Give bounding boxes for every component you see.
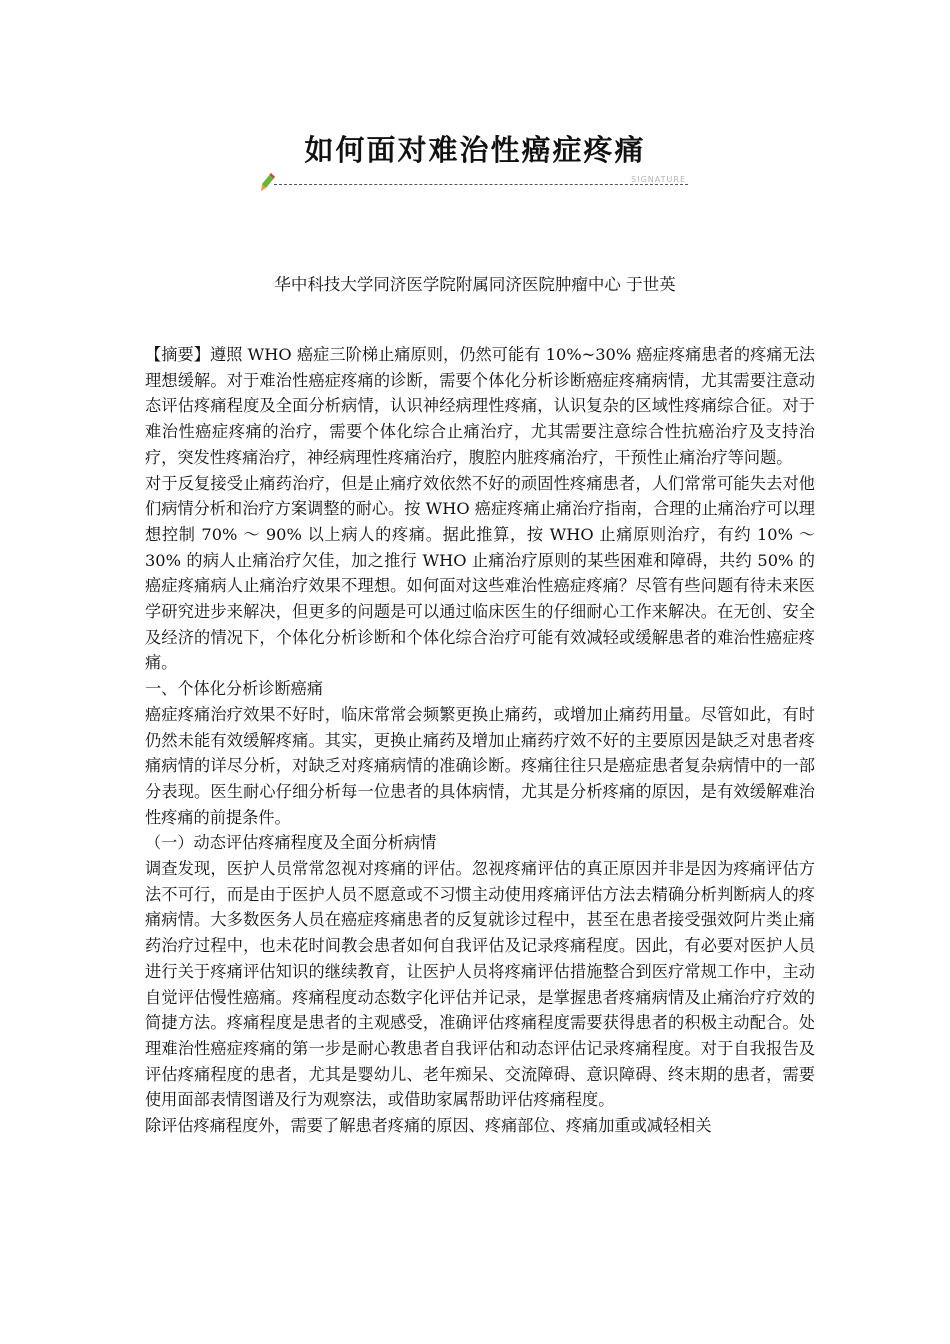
signature-divider: [260, 172, 690, 192]
body-paragraph: 对于反复接受止痛药治疗，但是止痛疗效依然不好的顽固性疼痛患者，人们常常可能失去对他们病情分析和治疗方案调整的耐心。按 WHO 癌症疼痛止痛治疗指南，合理的止痛治疗可以理想控制 70% ～ 90% 以上病人的疼痛。据此推算，按 WHO 止痛原则治疗，有约 10% ～ 30% 的病人止痛治疗欠佳，加之推行 WHO 止痛治疗原则的某些困难和障碍，共约 50% 的癌症疼痛病人止痛治疗效果不理想。如何面对这些难治性癌症疼痛？尽管有些问题有待未来医学研究进步来解决，但更多的问题是可以通过临床医生的仔细耐心工作来解决。在无创、安全及经济的情况下，个体化分析诊断和个体化综合治疗可能有效减轻或缓解患者的难治性癌症疼痛。: [145, 473, 815, 673]
author-affiliation: 华中科技大学同济医学院附属同济医院肿瘤中心 于世英: [274, 275, 676, 294]
abstract-paragraph: 【摘要】遵照 WHO 癌症三阶梯止痛原则，仍然可能有 10%~30% 癌症疼痛患者的疼痛无法理想缓解。对于难治性癌症疼痛的诊断，需要个体化分析诊断癌症疼痛病情，尤其需要注意动态评估疼痛程度及全面分析病情，认识神经病理性疼痛，认识复杂的区域性疼痛综合征。对于难治性癌症疼痛的治疗，需要个体化综合止痛治疗，尤其需要注意综合性抗癌治疗及支持治疗，突发性疼痛治疗，神经病理性疼痛治疗，腹腔内脏疼痛治疗，干预性止痛治疗等问题。: [145, 345, 815, 467]
document-title: 如何面对难治性癌症疼痛: [304, 133, 646, 167]
subsection-heading: （一）动态评估疼痛程度及全面分析病情: [145, 833, 437, 853]
article-body: [145, 342, 815, 1139]
section-heading: 一、个体化分析诊断癌痛: [145, 679, 324, 699]
body-paragraph: 除评估疼痛程度外，需要了解患者疼痛的原因、疼痛部位、疼痛加重或减轻相关: [145, 1116, 712, 1136]
dashed-line: [274, 184, 688, 185]
body-paragraph: 癌症疼痛治疗效果不好时，临床常常会频繁更换止痛药，或增加止痛药用量。尽管如此，有时仍然未能有效缓解疼痛。其实，更换止痛药及增加止痛药疗效不好的主要原因是缺乏对患者疼痛病情的详尽分析，对缺乏对疼痛病情的准确诊断。疼痛往往只是癌症患者复杂病情中的一部分表现。医生耐心仔细分析每一位患者的具体病情，尤其是分析疼痛的原因，是有效缓解难治性疼痛的前提条件。: [145, 704, 815, 827]
signature-label: SIGNATURE: [631, 175, 686, 184]
pencil-icon: [260, 172, 276, 192]
body-paragraph: 调查发现，医护人员常常忽视对疼痛的评估。忽视疼痛评估的真正原因并非是因为疼痛评估方法不可行，而是由于医护人员不愿意或不习惯主动使用疼痛评估方法去精确分析判断病人的疼痛病情。大多数医务人员在癌症疼痛患者的反复就诊过程中，甚至在患者接受强效阿片类止痛药治疗过程中，也未花时间教会患者如何自我评估及记录疼痛程度。因此，有必要对医护人员进行关于疼痛评估知识的继续教育，让医护人员将疼痛评估措施整合到医疗常规工作中，主动自觉评估慢性癌痛。疼痛程度动态数字化评估并记录，是掌握患者疼痛病情及止痛治疗疗效的简捷方法。疼痛程度是患者的主观感受，准确评估疼痛程度需要获得患者的积极主动配合。处理难治性癌症疼痛的第一步是耐心教患者自我评估和动态评估记录疼痛程度。对于自我报告及评估疼痛程度的患者，尤其是婴幼儿、老年痴呆、交流障碍、意识障碍、终末期的患者，需要使用面部表情图谱及行为观察法，或借助家属帮助评估疼痛程度。: [145, 859, 815, 1110]
